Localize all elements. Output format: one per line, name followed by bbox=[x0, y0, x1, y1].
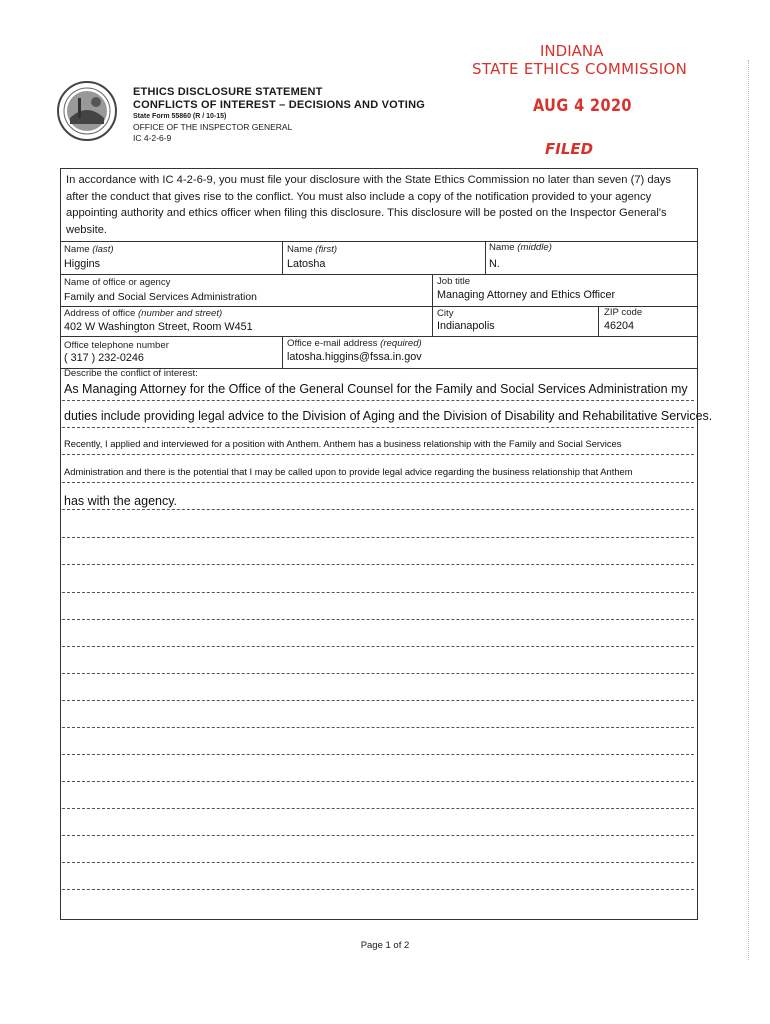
city-label: City bbox=[437, 308, 454, 319]
zip-field[interactable]: 46204 bbox=[604, 320, 635, 332]
ruled-line bbox=[62, 700, 694, 701]
phone-label: Office telephone number bbox=[64, 340, 169, 351]
conflict-label: Describe the conflict of interest: bbox=[64, 368, 198, 379]
conflict-line-5: has with the agency. bbox=[64, 494, 178, 508]
stamp-state: INDIANA bbox=[540, 42, 604, 60]
ruled-line bbox=[62, 889, 694, 890]
stamp-date: AUG 4 2020 bbox=[533, 96, 632, 116]
ruled-line bbox=[62, 564, 694, 565]
ruled-line bbox=[62, 646, 694, 647]
email-field[interactable]: latosha.higgins@fssa.in.gov bbox=[287, 351, 422, 363]
stamp-commission: STATE ETHICS COMMISSION bbox=[472, 60, 688, 78]
conflict-line-2: duties include providing legal advice to the Division of Aging and the Division of Disability and Rehabilitative Services. bbox=[64, 409, 713, 423]
state-seal-icon bbox=[56, 80, 118, 142]
ruled-line bbox=[62, 400, 694, 401]
ruled-line bbox=[62, 727, 694, 728]
ruled-line bbox=[62, 454, 694, 455]
address-field[interactable]: 402 W Washington Street, Room W451 bbox=[64, 321, 253, 333]
address-label: Address of office (number and street) bbox=[64, 308, 223, 319]
form-title: ETHICS DISCLOSURE STATEMENT bbox=[133, 86, 323, 98]
name-middle-field[interactable]: N. bbox=[489, 258, 500, 270]
state-form-number: State Form 55860 (R / 10-15) bbox=[133, 113, 227, 120]
ruled-line bbox=[62, 781, 694, 782]
ruled-line bbox=[62, 835, 694, 836]
ruled-line bbox=[62, 754, 694, 755]
stamp-filed: FILED bbox=[545, 140, 594, 158]
scan-margin bbox=[748, 60, 751, 960]
job-title-label: Job title bbox=[437, 276, 471, 287]
city-field[interactable]: Indianapolis bbox=[437, 320, 495, 332]
page-number: Page 1 of 2 bbox=[360, 940, 410, 951]
ruled-line bbox=[62, 619, 694, 620]
conflict-line-3: Recently, I applied and interviewed for a position with Anthem. Anthem has a business relationship with the Family and Social Services bbox=[64, 438, 622, 449]
job-title-field[interactable]: Managing Attorney and Ethics Officer bbox=[437, 289, 616, 301]
phone-field[interactable]: ( 317 ) 232-0246 bbox=[64, 352, 144, 364]
ruled-line bbox=[62, 673, 694, 674]
name-last-field[interactable]: Higgins bbox=[64, 258, 101, 270]
form-subtitle: CONFLICTS OF INTEREST – DECISIONS AND VOTING bbox=[133, 99, 425, 111]
conflict-line-1: As Managing Attorney for the Office of the General Counsel for the Family and Social Services Administration my bbox=[64, 382, 688, 396]
statute-code: IC 4-2-6-9 bbox=[133, 133, 172, 143]
issuing-office: OFFICE OF THE INSPECTOR GENERAL bbox=[133, 122, 293, 132]
name-middle-label: Name (middle) bbox=[489, 242, 552, 253]
name-first-label: Name (first) bbox=[287, 244, 338, 255]
name-first-field[interactable]: Latosha bbox=[287, 258, 326, 270]
conflict-line-4: Administration and there is the potential that I may be called upon to provide legal advice regarding the business relationship that Anthem bbox=[64, 466, 633, 477]
ruled-line bbox=[62, 427, 694, 428]
ruled-line bbox=[62, 537, 694, 538]
intro-paragraph: In accordance with IC 4-2-6-9, you must file your disclosure with the State Ethics Commission no later than seven (7) days after the conduct that gives rise to the conflict. You must also include a copy of the notification provided to your agency appointing authority and ethics officer when filing this disclosure. This disclosure will be posted on the Inspector General's website. bbox=[66, 174, 672, 236]
office-agency-label: Name of office or agency bbox=[64, 277, 171, 288]
ruled-line bbox=[62, 509, 694, 510]
ruled-line bbox=[62, 592, 694, 593]
ruled-line bbox=[62, 808, 694, 809]
zip-label: ZIP code bbox=[604, 307, 643, 318]
name-last-label: Name (last) bbox=[64, 244, 114, 255]
office-agency-field[interactable]: Family and Social Services Administration bbox=[64, 292, 257, 303]
ruled-line bbox=[62, 482, 694, 483]
ruled-line bbox=[62, 862, 694, 863]
email-label: Office e-mail address (required) bbox=[287, 338, 422, 349]
